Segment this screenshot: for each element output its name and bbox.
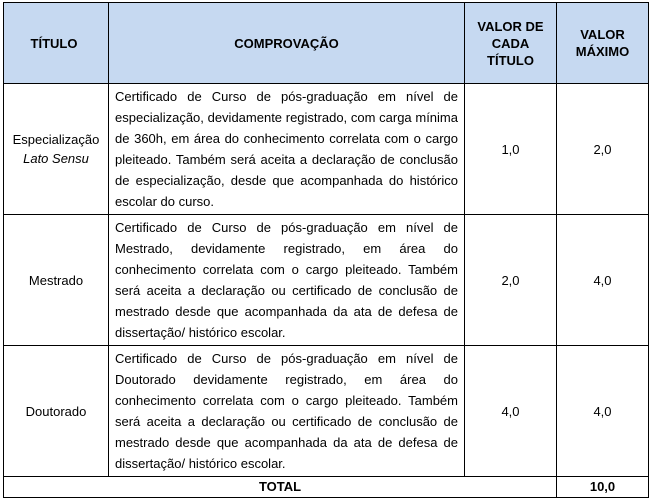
- row-comprovacao: Certificado de Curso de pós-graduação em nível de Mestrado, devidamente registrado, em área do conhecimento correlata com o cargo pleiteado. Também será aceita a declaração ou certificado de conclusão de mestrado desde que acompanhada da ata de defesa de dissertação/ histórico escolar.: [109, 215, 465, 346]
- row-comprovacao: Certificado de Curso de pós-graduação em nível de especialização, devidamente registrado, com carga mínima de 360h, em área do conhecimento correlata com o cargo pleiteado. Também será aceita a declaração de conclusão de especialização, desde que acompanhada do histórico escolar do curso.: [109, 84, 465, 215]
- row-titulo: Doutorado: [4, 346, 109, 477]
- row-valor: 1,0: [465, 84, 557, 215]
- total-label: TOTAL: [4, 477, 557, 498]
- header-valor-cada: [465, 3, 557, 84]
- total-row: [4, 477, 649, 498]
- row-titulo-line: Especialização: [12, 132, 100, 147]
- table-row: [4, 346, 649, 477]
- table-row: [4, 215, 649, 346]
- header-titulo: TÍTULO: [4, 3, 109, 84]
- row-titulo: Mestrado: [4, 215, 109, 346]
- row-valor: 4,0: [465, 346, 557, 477]
- header-row: [4, 3, 649, 84]
- row-maximo: 4,0: [557, 215, 649, 346]
- header-valor-maximo: [557, 3, 649, 84]
- row-comprovacao: Certificado de Curso de pós-graduação em nível de Doutorado devidamente registrado, em área do conhecimento correlata com o cargo pleiteado. Também será aceita a declaração ou certificado de conclusão de mestrado desde que acompanhada da ata de defesa de dissertação/ histórico escolar.: [109, 346, 465, 477]
- header-valor-cada-line: VALOR DE: [477, 18, 544, 34]
- total-value: 10,0: [557, 477, 649, 498]
- header-valor-maximo-line: MÁXIMO: [575, 44, 630, 59]
- header-valor-maximo-line: VALOR: [580, 27, 625, 42]
- row-maximo: 4,0: [557, 346, 649, 477]
- row-titulo: [4, 84, 109, 215]
- row-titulo-italic: Lato Sensu: [23, 151, 89, 166]
- table-row: [4, 84, 649, 215]
- titles-table: [3, 2, 649, 498]
- row-maximo: 2,0: [557, 84, 649, 215]
- header-comprovacao: COMPROVAÇÃO: [109, 3, 465, 84]
- header-valor-cada-line: CADA: [491, 35, 530, 51]
- header-valor-cada-line: TÍTULO: [487, 52, 534, 68]
- row-valor: 2,0: [465, 215, 557, 346]
